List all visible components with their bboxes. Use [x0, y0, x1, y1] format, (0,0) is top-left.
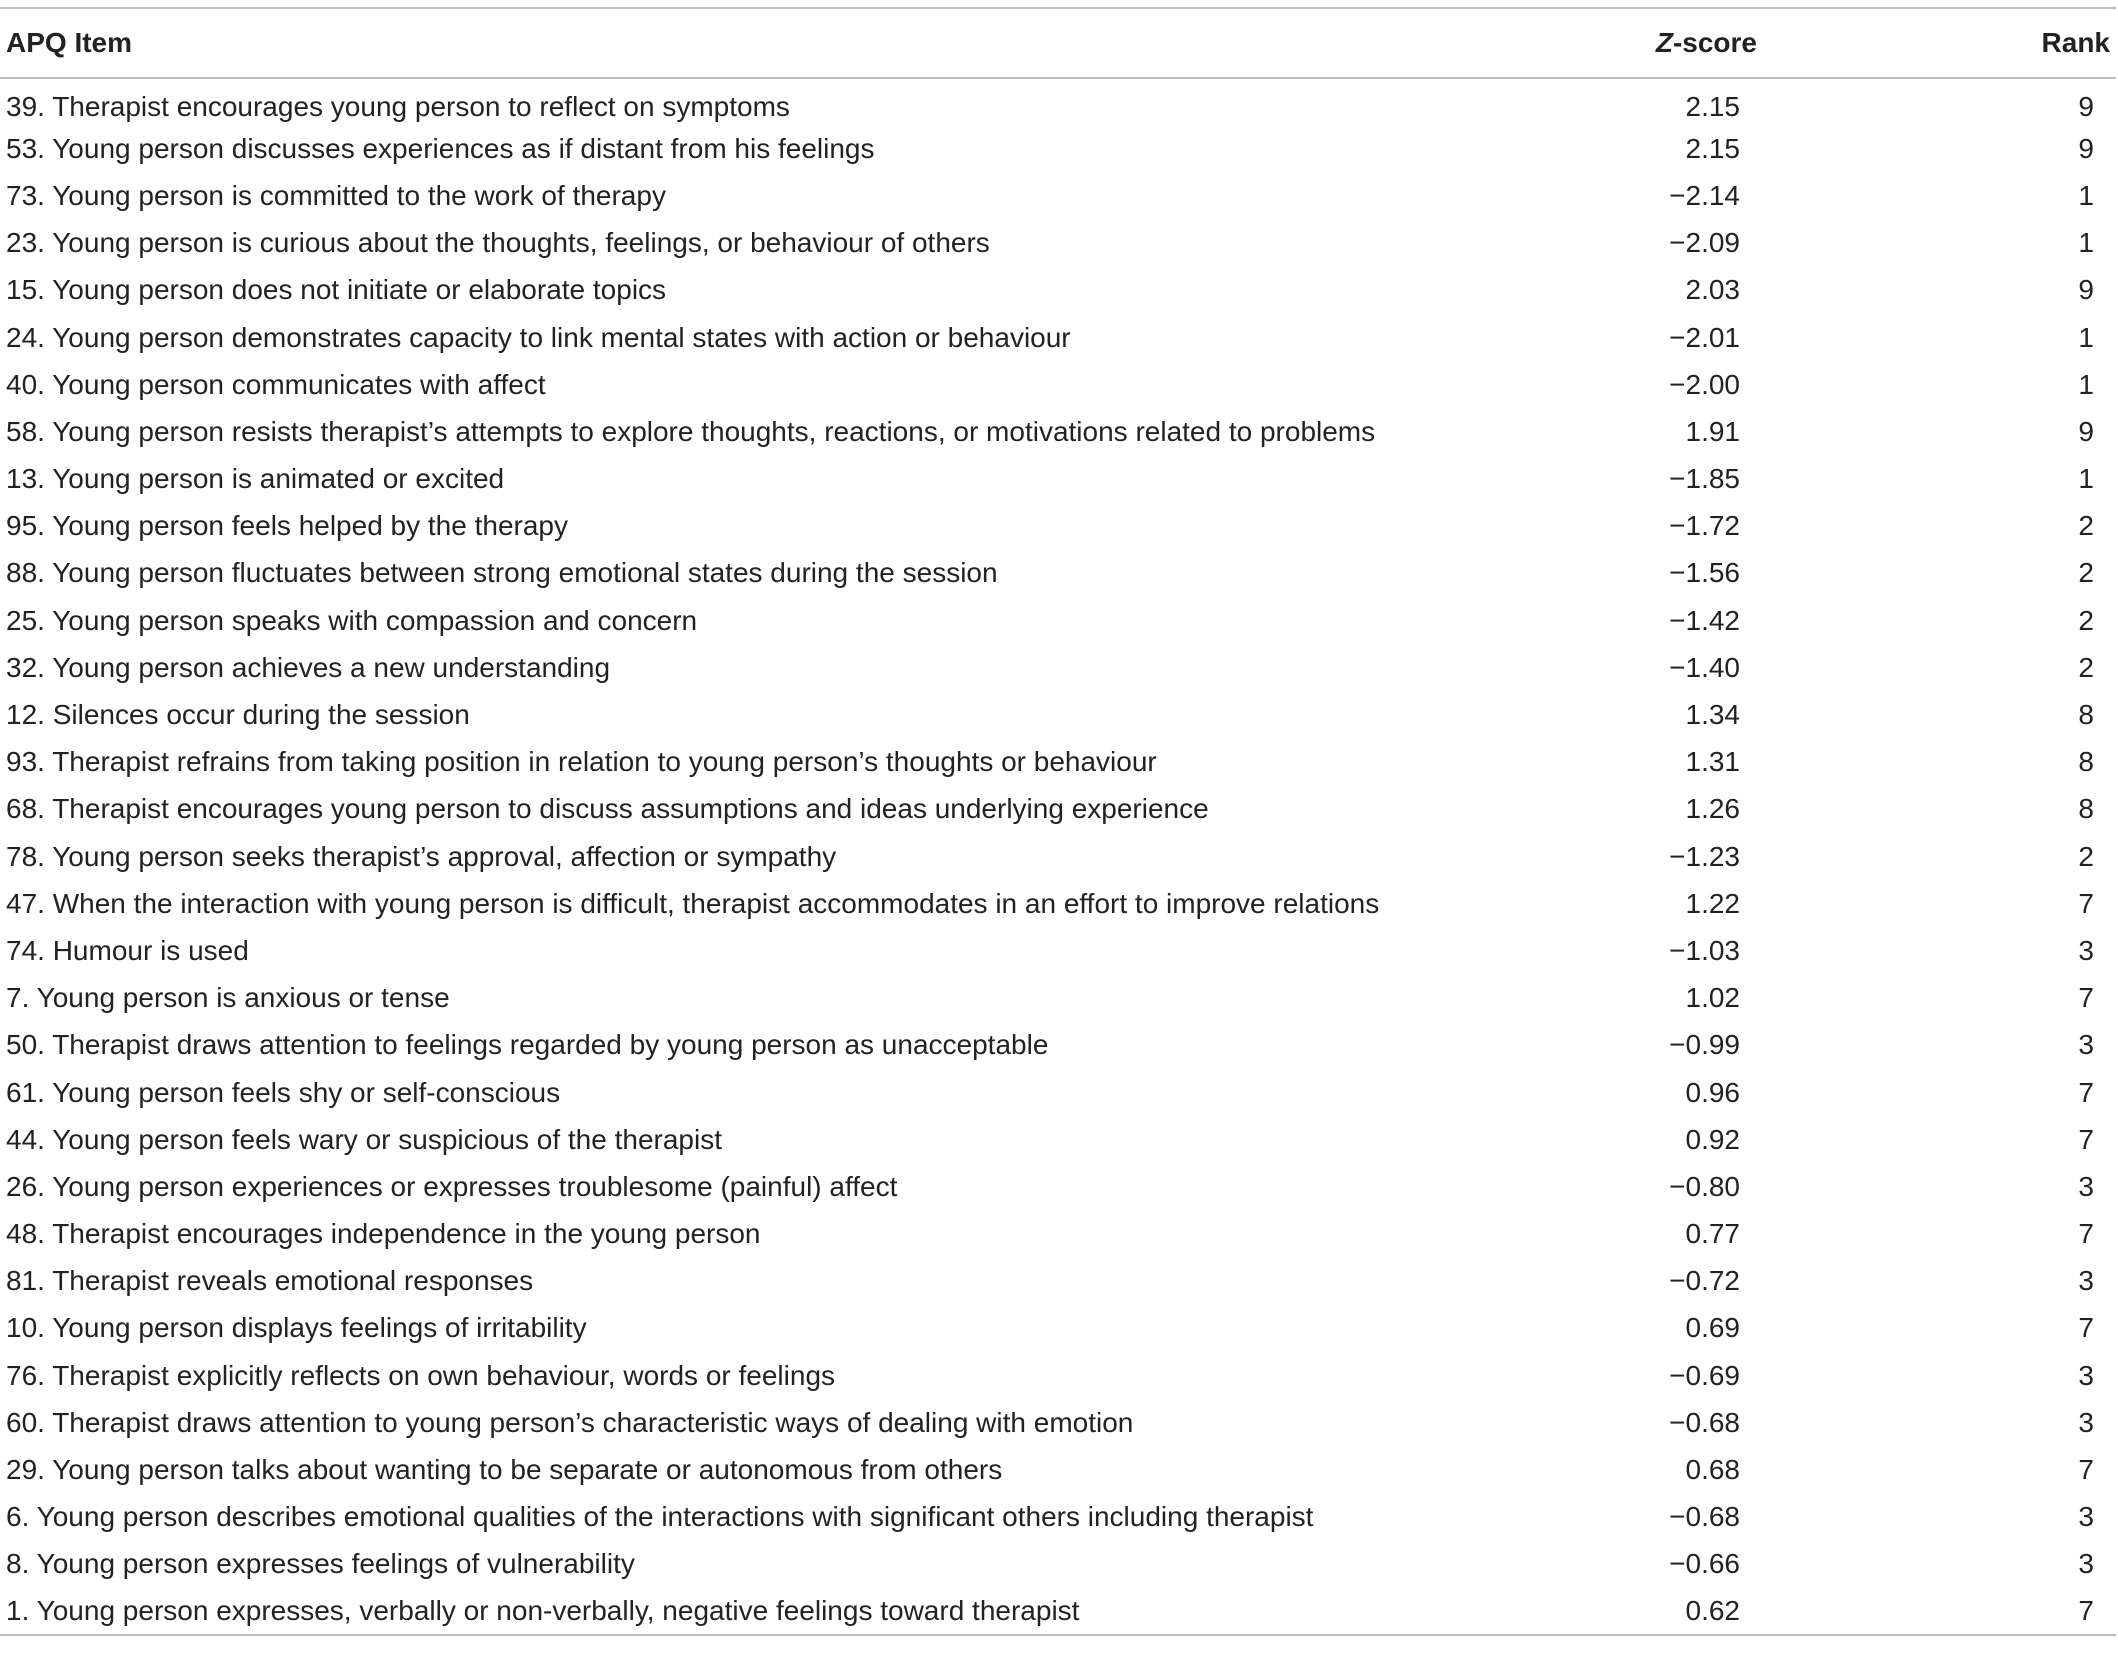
rank-cell: 3	[2078, 1265, 2094, 1297]
rank-cell: 8	[2078, 793, 2094, 825]
z-score-cell: −0.68	[1669, 1406, 1740, 1438]
apq-item-cell: 93. Therapist refrains from taking position in relation to young person’s thoughts or behaviour	[6, 746, 1157, 778]
table-row	[0, 644, 2116, 691]
z-score-cell: −0.66	[1669, 1548, 1740, 1580]
rank-cell: 7	[2078, 982, 2094, 1014]
apq-items-table	[0, 7, 2116, 1636]
table-row	[0, 1352, 2116, 1399]
header-row	[0, 8, 2116, 78]
z-score-cell: −1.03	[1669, 934, 1740, 966]
apq-item-cell: 40. Young person communicates with affect	[6, 368, 546, 400]
z-score-cell: −0.80	[1669, 1170, 1740, 1202]
table-row	[0, 1446, 2116, 1493]
apq-item-cell: 10. Young person displays feelings of irritability	[6, 1312, 587, 1344]
table-row	[0, 1116, 2116, 1163]
table-row	[0, 408, 2116, 455]
table-row	[0, 361, 2116, 408]
z-score-cell: 0.68	[1685, 1454, 1740, 1486]
rank-cell: 7	[2078, 1454, 2094, 1486]
rank-cell: 3	[2078, 934, 2094, 966]
apq-item-cell: 73. Young person is committed to the work of therapy	[6, 179, 666, 211]
rank-cell: 2	[2078, 604, 2094, 636]
rank-cell: 9	[2078, 274, 2094, 306]
z-score-cell: −1.40	[1669, 651, 1740, 683]
z-score-cell: 1.34	[1685, 699, 1740, 731]
table-row	[0, 1588, 2116, 1635]
apq-item-cell: 47. When the interaction with young person is difficult, therapist accommodates in an effort to improve relations	[6, 887, 1380, 919]
rank-cell: 3	[2078, 1406, 2094, 1438]
z-score-cell: −2.09	[1669, 227, 1740, 259]
z-score-cell: −2.00	[1669, 368, 1740, 400]
rank-cell: 7	[2078, 1312, 2094, 1344]
apq-item-cell: 1. Young person expresses, verbally or non-verbally, negative feelings toward therapist	[0, 1588, 1580, 1635]
rank-cell: 2	[2078, 510, 2094, 542]
table-row	[0, 927, 2116, 974]
apq-item-cell: 58. Young person resists therapist’s attempts to explore thoughts, reactions, or motivations related to problems	[6, 415, 1376, 447]
table-row	[0, 125, 2116, 172]
rank-cell: 8	[2078, 746, 2094, 778]
table-row	[0, 1305, 2116, 1352]
z-score-cell: 2.15	[1685, 91, 1740, 123]
header-z-score	[1580, 8, 1760, 78]
header-apq-item: APQ Item	[0, 8, 1580, 78]
table-row	[0, 503, 2116, 550]
rank-cell: 3	[2078, 1548, 2094, 1580]
z-score-cell: −0.69	[1669, 1359, 1740, 1391]
table-row	[0, 597, 2116, 644]
rank-cell: 7	[1760, 1588, 2116, 1635]
table-row	[0, 550, 2116, 597]
apq-item-cell: 76. Therapist explicitly reflects on own behaviour, words or feelings	[6, 1359, 836, 1391]
header-rank: Rank	[1760, 8, 2116, 78]
z-score-cell: −1.23	[1669, 840, 1740, 872]
table-row	[0, 1541, 2116, 1588]
apq-item-cell: 88. Young person fluctuates between strong emotional states during the session	[6, 557, 998, 589]
z-score-cell: 1.22	[1685, 887, 1740, 919]
z-score-cell: 0.92	[1685, 1123, 1740, 1155]
rank-cell: 9	[2078, 91, 2094, 123]
apq-item-cell: 81. Therapist reveals emotional responses	[6, 1265, 534, 1297]
rank-cell: 7	[2078, 1123, 2094, 1155]
apq-item-cell: 50. Therapist draws attention to feelings regarded by young person as unacceptable	[6, 1029, 1049, 1061]
table-row	[0, 220, 2116, 267]
apq-item-cell: 60. Therapist draws attention to young person’s characteristic ways of dealing with emotion	[6, 1406, 1134, 1438]
table-row	[0, 786, 2116, 833]
apq-item-cell: 68. Therapist encourages young person to discuss assumptions and ideas underlying experience	[6, 793, 1209, 825]
apq-item-cell: 44. Young person feels wary or suspicious of the therapist	[6, 1123, 722, 1155]
rank-cell: 7	[2078, 887, 2094, 919]
z-score-cell: −1.85	[1669, 463, 1740, 495]
apq-item-cell: 53. Young person discusses experiences as if distant from his feelings	[6, 132, 875, 164]
rank-cell: 7	[2078, 1076, 2094, 1108]
apq-item-cell: 23. Young person is curious about the thoughts, feelings, or behaviour of others	[6, 227, 990, 259]
apq-item-cell: 8. Young person expresses feelings of vulnerability	[6, 1548, 635, 1580]
z-score-cell: −2.01	[1669, 321, 1740, 353]
table-row	[0, 1494, 2116, 1541]
z-score-cell: 0.69	[1685, 1312, 1740, 1344]
z-score-cell: 1.02	[1685, 982, 1740, 1014]
table-row	[0, 314, 2116, 361]
apq-item-cell: 13. Young person is animated or excited	[6, 463, 505, 495]
table-header	[0, 8, 2116, 78]
apq-item-cell: 78. Young person seeks therapist’s approval, affection or sympathy	[6, 840, 837, 872]
rank-cell: 1	[2078, 463, 2094, 495]
rank-cell: 7	[2078, 1218, 2094, 1250]
rank-cell: 1	[2078, 227, 2094, 259]
table-row	[0, 833, 2116, 880]
apq-item-cell: 25. Young person speaks with compassion and concern	[6, 604, 698, 636]
z-score-cell: 1.91	[1685, 415, 1740, 447]
z-score-cell: −1.56	[1669, 557, 1740, 589]
rank-cell: 2	[2078, 840, 2094, 872]
apq-item-cell: 95. Young person feels helped by the therapy	[6, 510, 568, 542]
apq-item-cell: 32. Young person achieves a new understanding	[6, 651, 611, 683]
apq-item-cell: 74. Humour is used	[6, 934, 249, 966]
apq-item-cell: 61. Young person feels shy or self-conscious	[6, 1076, 561, 1108]
z-score-cell: 2.15	[1685, 132, 1740, 164]
apq-item-cell: 15. Young person does not initiate or elaborate topics	[6, 274, 667, 306]
z-score-cell: −2.14	[1669, 179, 1740, 211]
apq-item-cell: 6. Young person describes emotional qualities of the interactions with significant others including therapist	[6, 1501, 1314, 1533]
table-row	[0, 1022, 2116, 1069]
table-row	[0, 78, 2116, 125]
z-score-cell: 1.26	[1685, 793, 1740, 825]
apq-item-cell: 26. Young person experiences or expresses troublesome (painful) affect	[6, 1170, 898, 1202]
table-row	[0, 975, 2116, 1022]
rank-cell: 9	[2078, 132, 2094, 164]
table-row	[0, 1399, 2116, 1446]
table-row	[0, 880, 2116, 927]
rank-cell: 1	[2078, 321, 2094, 353]
header-score-suffix: -score	[1672, 27, 1757, 58]
z-score-cell: −0.68	[1669, 1501, 1740, 1533]
rank-cell: 1	[2078, 179, 2094, 211]
z-score-cell: 0.77	[1685, 1218, 1740, 1250]
rank-cell: 2	[2078, 557, 2094, 589]
z-score-cell: −1.72	[1669, 510, 1740, 542]
rank-cell: 3	[2078, 1359, 2094, 1391]
z-score-cell: −0.99	[1669, 1029, 1740, 1061]
rank-cell: 3	[2078, 1170, 2094, 1202]
z-score-cell: −0.72	[1669, 1265, 1740, 1297]
rank-cell: 3	[2078, 1501, 2094, 1533]
rank-cell: 3	[2078, 1029, 2094, 1061]
apq-item-cell: 12. Silences occur during the session	[6, 699, 470, 731]
rank-cell: 2	[2078, 651, 2094, 683]
table-row	[0, 1163, 2116, 1210]
apq-item-cell: 7. Young person is anxious or tense	[6, 982, 450, 1014]
table-row	[0, 739, 2116, 786]
z-score-cell: 1.31	[1685, 746, 1740, 778]
apq-item-cell: 48. Therapist encourages independence in the young person	[6, 1218, 761, 1250]
table-row	[0, 456, 2116, 503]
rank-cell: 9	[2078, 415, 2094, 447]
rank-cell: 8	[2078, 699, 2094, 731]
rank-cell: 1	[2078, 368, 2094, 400]
table-row	[0, 1069, 2116, 1116]
table-row	[0, 1211, 2116, 1258]
table-row	[0, 691, 2116, 738]
apq-item-cell: 24. Young person demonstrates capacity to link mental states with action or behaviour	[6, 321, 1071, 353]
apq-item-cell: 39. Therapist encourages young person to reflect on symptoms	[6, 91, 790, 123]
z-score-cell: 0.62	[1580, 1588, 1760, 1635]
table-row	[0, 172, 2116, 219]
table-body	[0, 78, 2116, 1635]
table-row	[0, 1258, 2116, 1305]
z-score-cell: 0.96	[1685, 1076, 1740, 1108]
z-score-cell: 2.03	[1685, 274, 1740, 306]
table-row	[0, 267, 2116, 314]
header-z-letter: Z	[1655, 27, 1673, 58]
apq-item-cell: 29. Young person talks about wanting to be separate or autonomous from others	[6, 1454, 1003, 1486]
z-score-cell: −1.42	[1669, 604, 1740, 636]
